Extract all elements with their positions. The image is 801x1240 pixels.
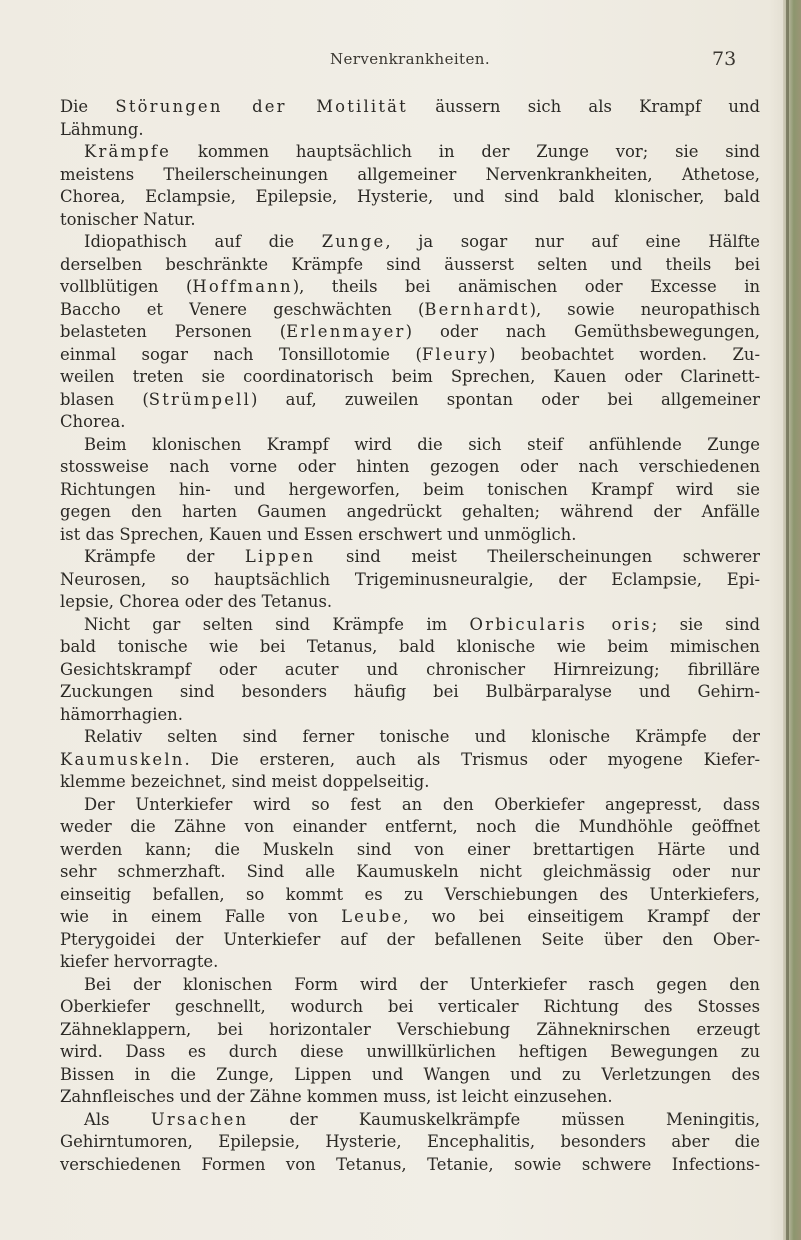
text-run: bald tonische wie bei Tetanus, bald klonische wie beim mimischen <box>60 637 760 656</box>
spaced-emphasis: Bernhardt <box>424 299 530 319</box>
text-run: Bissen in die Zunge, Lippen und Wangen und zu Verletzungen des <box>60 1064 760 1084</box>
text-line <box>60 906 760 929</box>
spaced-emphasis: Hoffmann <box>192 277 293 296</box>
text-run: Pterygoidei der Unterkiefer auf der befallenen Seite über den Ober- <box>60 929 760 949</box>
text-line <box>60 254 760 277</box>
text-line <box>60 884 760 907</box>
text-run: Zähneklappern, bei horizontaler Verschiebung Zähneknirschen erzeugt <box>60 1019 760 1039</box>
text-run: Krämpfe der <box>84 547 245 566</box>
text-run: ) beobachtet worden. Zu- <box>489 344 760 364</box>
spaced-emphasis: Fleury <box>421 344 490 364</box>
text-run: ist das Sprechen, Kauen und Essen erschwert und unmöglich. <box>60 524 577 544</box>
text-line <box>60 569 760 592</box>
text-run: Chorea. <box>60 412 126 431</box>
text-run: einmal sogar nach Tonsillotomie ( <box>60 344 422 364</box>
text-line <box>60 1109 760 1132</box>
text-line <box>60 119 760 142</box>
text-run: lepsie, Chorea oder des Tetanus. <box>60 592 333 611</box>
text-run: weder die Zähne von einander entfernt, noch die Mundhöhle geöffnet <box>60 817 760 836</box>
text-run: Gesichtskrampf oder acuter und chronischer Hirnreizung; fibrilläre <box>60 659 760 679</box>
text-line <box>60 344 760 367</box>
text-line <box>60 861 760 884</box>
text-run: Idiopathisch auf die <box>84 232 322 251</box>
page-number: 73 <box>712 48 737 70</box>
spaced-emphasis: Ursachen <box>150 1109 249 1129</box>
text-run: Richtungen hin- und hergeworfen, beim tonischen Krampf wird sie <box>60 479 760 499</box>
spaced-emphasis: Störungen der Motilität <box>115 97 408 116</box>
text-line <box>60 96 760 119</box>
text-run: meistens Theilerscheinungen allgemeiner Nervenkrankheiten, Athetose, <box>60 164 760 184</box>
text-run: Die <box>60 97 116 116</box>
text-run: , ja sogar nur auf eine Hälfte <box>385 232 760 251</box>
running-head: Nervenkrankheiten. <box>329 50 490 68</box>
spaced-emphasis: Kaumuskeln <box>60 749 185 769</box>
text-line <box>60 704 760 727</box>
text-run: ), theils bei anämischen oder Excesse in <box>292 277 760 296</box>
text-line <box>60 186 760 209</box>
text-run: kommen hauptsächlich in der Zunge vor; sie sind <box>171 142 760 161</box>
spaced-emphasis: Leube <box>341 907 404 926</box>
text-line <box>60 1064 760 1087</box>
text-line <box>60 659 760 682</box>
text-run: derselben beschränkte Krämpfe sind äusserst selten und theils bei <box>60 254 760 274</box>
text-line <box>60 951 760 974</box>
text-line <box>60 389 760 412</box>
text-run: ; sie sind <box>651 614 761 634</box>
text-line <box>60 456 760 479</box>
text-line <box>60 546 760 569</box>
text-run: Als <box>84 1109 151 1129</box>
text-run: Zahnfleisches und der Zähne kommen muss, ist leicht einzusehen. <box>60 1087 613 1106</box>
text-line <box>60 299 760 322</box>
text-run: ) oder nach Gemüthsbewegungen, <box>405 322 760 341</box>
text-line <box>60 231 760 254</box>
spaced-emphasis: Lippen <box>244 547 316 566</box>
text-line <box>60 591 760 614</box>
spaced-emphasis: Zunge <box>321 232 386 251</box>
text-run: wird. Dass es durch diese unwillkürlichen heftigen Bewegungen zu <box>60 1042 760 1061</box>
text-run: sehr schmerzhaft. Sind alle Kaumuskeln nicht gleichmässig oder nur <box>60 862 760 881</box>
text-run: kiefer hervorragte. <box>60 952 219 971</box>
text-line <box>60 1131 760 1154</box>
body-text <box>60 96 760 1176</box>
text-run: gegen den harten Gaumen angedrückt gehalten; während der Anfälle <box>60 502 760 521</box>
text-run: Baccho et Venere geschwächten ( <box>60 299 425 319</box>
text-run: Gehirntumoren, Epilepsie, Hysterie, Encephalitis, besonders aber die <box>60 1132 760 1151</box>
text-run: ) auf, zuweilen spontan oder bei allgemeiner <box>251 389 761 409</box>
text-line <box>60 164 760 187</box>
text-line <box>60 1086 760 1109</box>
text-line <box>60 636 760 659</box>
text-line <box>60 276 760 299</box>
text-run: Der Unterkiefer wird so fest an den Oberkiefer angepresst, dass <box>84 794 760 814</box>
text-line <box>60 996 760 1019</box>
text-run: der Kaumuskelkrämpfe müssen Meningitis, <box>248 1109 761 1129</box>
text-run: vollblütigen ( <box>60 277 193 296</box>
text-line <box>60 1041 760 1064</box>
text-run: äussern sich als Krampf und <box>407 97 761 116</box>
text-run: Relativ selten sind ferner tonische und klonische Krämpfe der <box>84 727 760 746</box>
text-line <box>60 501 760 524</box>
text-line <box>60 681 760 704</box>
text-run: wie in einem Falle von <box>60 907 342 926</box>
text-line <box>60 321 760 344</box>
text-run: stossweise nach vorne oder hinten gezogen oder nach verschiedenen <box>60 457 760 476</box>
text-line <box>60 1154 760 1177</box>
text-line <box>60 141 760 164</box>
text-line <box>60 479 760 502</box>
text-run: belasteten Personen ( <box>60 322 287 341</box>
text-line <box>60 771 760 794</box>
text-run: ), sowie neuropathisch <box>529 299 760 319</box>
text-run: blasen ( <box>60 389 149 409</box>
text-line <box>60 434 760 457</box>
text-run: einseitig befallen, so kommt es zu Verschiebungen des Unterkiefers, <box>60 884 760 904</box>
text-run: Bei der klonischen Form wird der Unterkiefer rasch gegen den <box>84 974 760 994</box>
text-line <box>60 749 760 772</box>
text-line <box>60 726 760 749</box>
text-run: sind meist Theilerscheinungen schwerer <box>315 547 760 566</box>
text-line <box>60 794 760 817</box>
text-run: werden kann; die Muskeln sind von einer brettartigen Härte und <box>60 839 760 859</box>
page-header <box>0 50 801 74</box>
text-run: . Die ersteren, auch als Trismus oder myogene Kiefer- <box>184 749 760 769</box>
spaced-emphasis: Krämpfe <box>84 142 172 161</box>
text-run: weilen treten sie coordinatorisch beim Sprechen, Kauen oder Clarinett- <box>60 367 760 386</box>
text-line <box>60 974 760 997</box>
text-line <box>60 524 760 547</box>
text-run: klemme bezeichnet, sind meist doppelseitig. <box>60 772 430 791</box>
text-run: Zuckungen sind besonders häufig bei Bulbärparalyse und Gehirn- <box>60 682 760 701</box>
text-run: Neurosen, so hauptsächlich Trigeminusneuralgie, der Eclampsie, Epi- <box>60 569 760 589</box>
text-run: Nicht gar selten sind Krämpfe im <box>84 614 470 634</box>
text-line <box>60 816 760 839</box>
spaced-emphasis: Orbicularis oris <box>469 614 652 634</box>
text-line <box>60 839 760 862</box>
text-line <box>60 366 760 389</box>
text-line <box>60 1019 760 1042</box>
text-run: hämorrhagien. <box>60 704 183 724</box>
binding-edge <box>786 0 789 1240</box>
text-line <box>60 209 760 232</box>
text-run: Chorea, Eclampsie, Epilepsie, Hysterie, und sind bald klonischer, bald <box>60 187 760 206</box>
spaced-emphasis: Erlenmayer <box>286 322 406 341</box>
text-line <box>60 614 760 637</box>
text-line <box>60 929 760 952</box>
spaced-emphasis: Strümpell <box>148 389 252 409</box>
text-run: tonischer Natur. <box>60 209 196 229</box>
text-run: Oberkiefer geschnellt, wodurch bei verticaler Richtung des Stosses <box>60 997 760 1016</box>
text-line <box>60 411 760 434</box>
text-run: Lähmung. <box>60 119 144 139</box>
text-run: verschiedenen Formen von Tetanus, Tetanie, sowie schwere Infections- <box>60 1154 760 1174</box>
text-run: Beim klonischen Krampf wird die sich steif anfühlende Zunge <box>84 434 760 454</box>
text-run: , wo bei einseitigem Krampf der <box>403 907 760 926</box>
